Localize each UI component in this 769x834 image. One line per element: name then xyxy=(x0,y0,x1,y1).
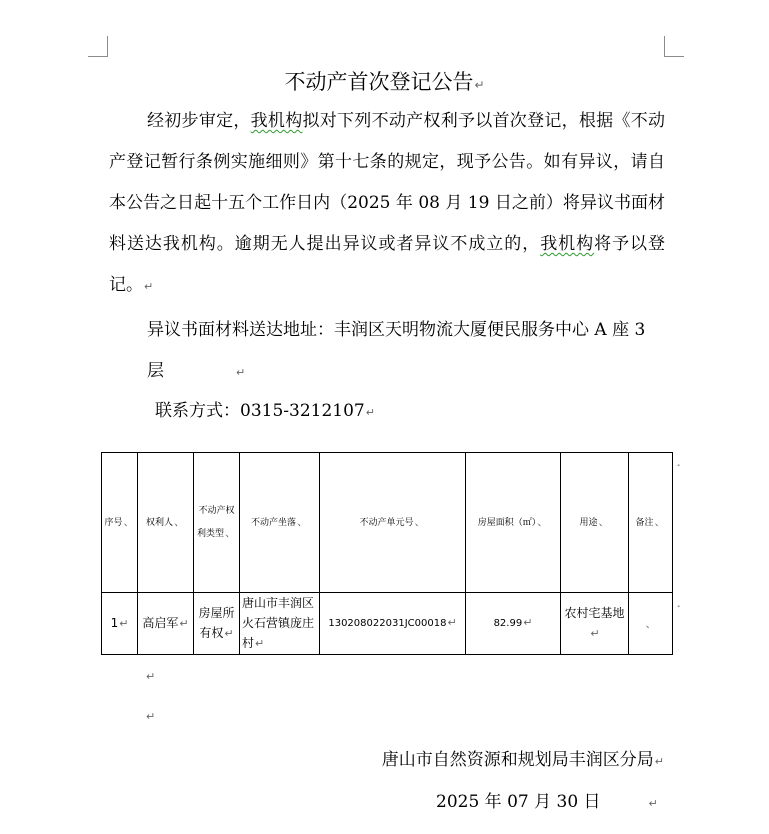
table-row xyxy=(102,593,673,655)
table-cell: 130208022031JC00018↵ xyxy=(320,593,466,655)
objection-address xyxy=(147,310,667,393)
header-cell: 权利人、 xyxy=(138,453,194,593)
spellcheck-flagged-text: 我机构 xyxy=(540,234,595,254)
registration-table xyxy=(101,452,673,655)
header-cell: 不动产坐落、 xyxy=(240,453,320,593)
paragraph-mark: ↵ xyxy=(236,366,246,379)
spellcheck-flagged-text: 我机构 xyxy=(250,111,303,131)
header-cell: 不动产单元号、 xyxy=(320,453,466,593)
paragraph-mark: ↵ xyxy=(474,78,485,92)
paragraph-mark: ↵ xyxy=(144,280,154,293)
crop-mark-top-left xyxy=(88,36,108,57)
address-text: 异议书面材料送达地址：丰润区天明物流大厦便民服务中心 A 座 3 层 xyxy=(147,320,646,381)
contact-text: 联系方式：0315-3212107 xyxy=(155,401,365,421)
contact-info xyxy=(155,393,375,431)
notice-title xyxy=(0,66,769,96)
row-end-mark: ¸ xyxy=(676,597,681,608)
authority-name: 唐山市自然资源和规划局丰润区分局 xyxy=(381,750,654,770)
body-text-1: 经初步审定， xyxy=(147,111,251,131)
header-cell: 序号、 xyxy=(102,453,138,593)
paragraph-mark: ↵ xyxy=(654,755,664,768)
table-cell: 房屋所有权↵ xyxy=(194,593,240,655)
table-cell: 、 xyxy=(629,593,673,655)
table-header-row xyxy=(102,453,673,593)
table-cell: 82.99↵ xyxy=(466,593,561,655)
paragraph-mark: ↵ xyxy=(365,406,375,419)
row-end-mark: ¸ xyxy=(676,456,681,467)
body-text-2: 拟对下列不动产权利予以首次登记，根据《不动产登记暂行条例实施细则》第十七条的规定，现予公告。如有异议，请自本公告之日起十五个工作日内（2025 年 08 月 19 日之前）将异议书面材料送达我机构。逾期无人提出异议或者异议不成立的， xyxy=(109,111,666,254)
table-cell: 农村宅基地↵ xyxy=(561,593,629,655)
table-cell: 高启军↵ xyxy=(138,593,194,655)
crop-mark-top-right xyxy=(664,36,684,57)
date-text: 2025 年 07 月 30 日 xyxy=(436,792,601,812)
empty-paragraph-mark: ↵ xyxy=(146,670,156,683)
header-cell: 不动产权利类型、 xyxy=(194,453,240,593)
issuing-authority xyxy=(382,745,664,777)
header-cell: 用途、 xyxy=(561,453,629,593)
body-text-3: 将予以登记。 xyxy=(109,234,666,295)
header-cell: 房屋面积（㎡）、 xyxy=(466,453,561,593)
signing-date xyxy=(436,787,658,819)
notice-body-paragraph xyxy=(109,101,665,307)
header-cell: 备注、 xyxy=(629,453,673,593)
table-cell: 1↵ xyxy=(102,593,138,655)
paragraph-mark: ↵ xyxy=(648,797,658,810)
title-text: 不动产首次登记公告 xyxy=(284,70,474,94)
table-cell: 唐山市丰润区火石营镇庞庄村↵ xyxy=(240,593,320,655)
empty-paragraph-mark: ↵ xyxy=(146,710,156,723)
